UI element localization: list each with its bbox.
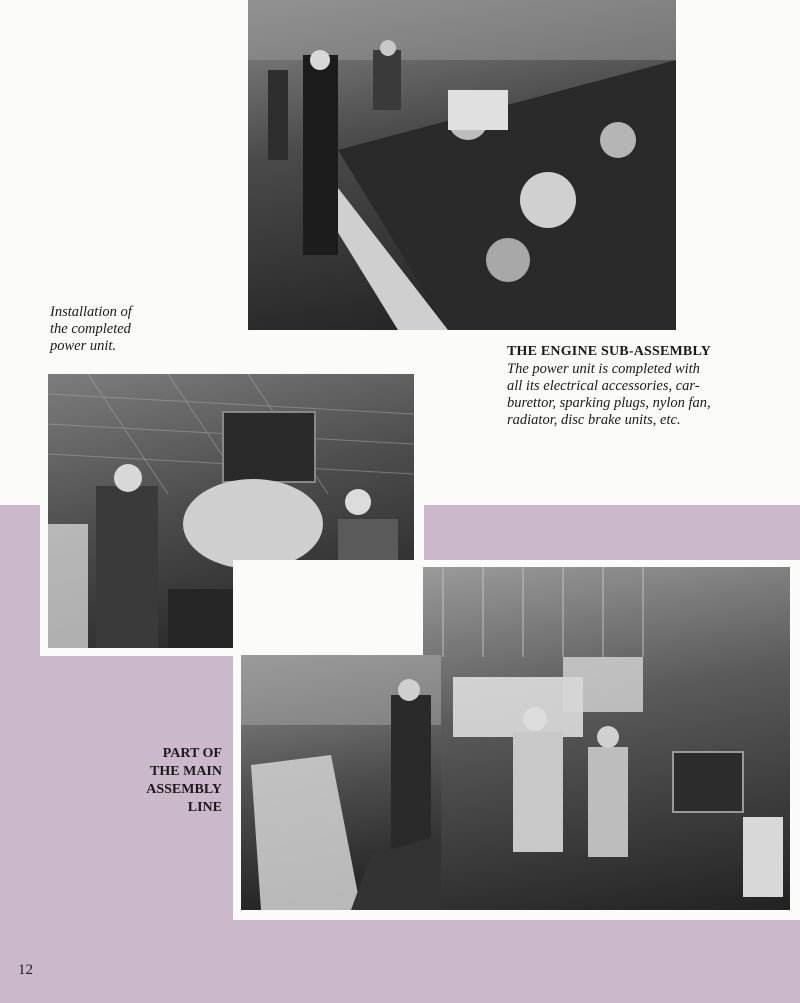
installation-caption-line-3: power unit. xyxy=(50,338,117,354)
photo-engine-sub-assembly xyxy=(248,0,676,330)
assembly-heading-line-4: LINE xyxy=(187,800,222,815)
page-number: 12 xyxy=(18,962,33,978)
engine-section-heading: THE ENGINE SUB-ASSEMBLY xyxy=(507,344,712,359)
lilac-panel-upper-right xyxy=(425,505,800,560)
installation-caption xyxy=(50,304,132,355)
engine-body-line-3: burettor, sparking plugs, nylon fan, xyxy=(507,395,711,411)
assembly-left-illustration xyxy=(241,655,441,910)
engine-section-body xyxy=(507,361,711,429)
installation-caption-line-2: the completed xyxy=(50,321,131,337)
photo-main-assembly-line xyxy=(233,560,800,920)
assembly-photo-right xyxy=(423,567,790,910)
assembly-heading-line-2: THE MAIN xyxy=(150,764,222,779)
engine-body-line-4: radiator, disc brake units, etc. xyxy=(507,412,681,428)
assembly-photo-left xyxy=(241,655,441,910)
assembly-heading-line-3: ASSEMBLY xyxy=(146,782,222,797)
engine-body-line-1: The power unit is completed with xyxy=(507,361,700,377)
assembly-right-illustration xyxy=(423,567,790,910)
assembly-section-heading xyxy=(102,745,222,817)
installation-caption-line-1: Installation of xyxy=(50,304,132,320)
assembly-heading-line-1: PART OF xyxy=(162,746,222,761)
engine-line-illustration xyxy=(248,0,676,330)
engine-body-line-2: all its electrical accessories, car- xyxy=(507,378,700,394)
